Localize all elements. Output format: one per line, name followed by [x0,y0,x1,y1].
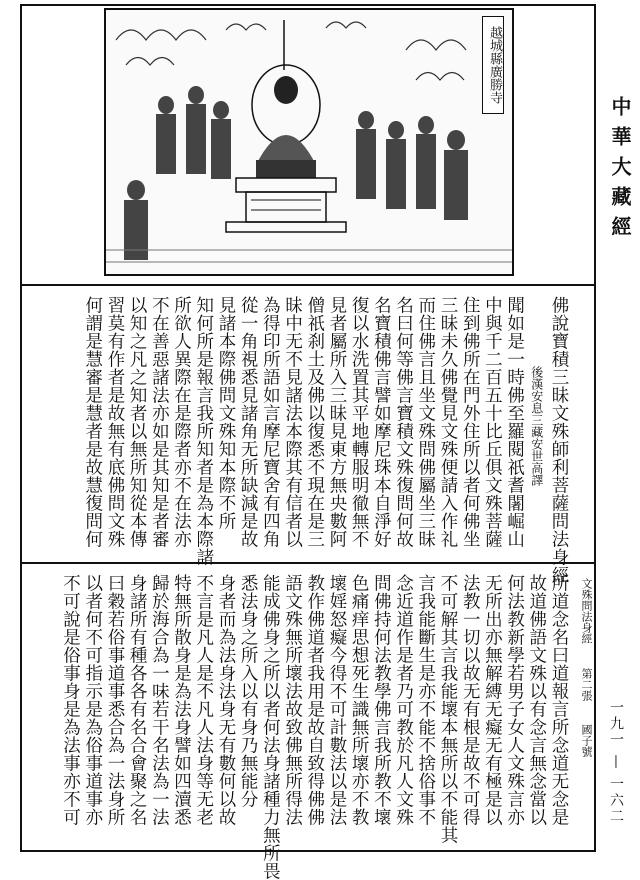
text-line: 何法教新學若男子女人文殊言亦 [504,574,525,826]
text-line: 念近道作是者乃可教於凡人文殊 [393,574,414,826]
text-line: 知何所是報言我所知者是為本際諸 [193,296,214,566]
text-line: 中與千二百五十比丘俱文殊菩薩 [482,296,503,548]
divider-middle [20,562,596,564]
lower-text-block [30,574,570,880]
text-line: 法教一切以故无有根是故不可得 [460,574,481,826]
text-line: 身者而為法身法身无有數何以故 [215,574,236,826]
text-line: 不言是凡人是不凡人法身等无老 [193,574,214,826]
divider-top [20,284,596,286]
buddha-assembly-drawing [106,10,512,274]
text-line: 名寶積佛言譬如摩尼珠本自淨好 [371,296,392,548]
text-line: 壞婬怒癡今得不可計數法以是法 [326,574,347,826]
text-line: 身諸所有種各各有名合會聚之名 [127,574,148,826]
text-line: 為得印所語如言摩尼寶舍有四角 [260,296,281,548]
sutra-title: 佛說寶積三昧文殊師利菩薩問法身經 [549,296,569,584]
text-line: 聞如是一時佛至羅閱祇耆闍崛山 [504,296,525,548]
text-line: 所道念名曰道報言所念道无念是 [549,574,569,826]
collection-title: 中華大藏經 [608,96,632,246]
text-line: 昧中无不見諸法本際其有信者以 [282,296,303,548]
text-line: 色痛痒思想死生識無所壞亦不教 [349,574,370,826]
text-line: 曰穀若俗事道事悉合為一法身所 [104,574,125,826]
lower-header [578,578,594,757]
text-line: 僧祇刹土及佛以復悉不現在是三 [304,296,325,548]
frontispiece-illustration [104,8,514,276]
text-line: 從一角視悉見諸角无所缺減是故 [238,296,259,548]
header-sutra-name: 文殊問法身經 [580,578,593,644]
text-line: 特無所散身是為法身譬如四瀆悉 [171,574,192,826]
text-line: 能成佛身之所以者何法身諸種力無所畏 [260,574,281,880]
text-line: 不可說是俗事身是為法事亦不可 [60,574,81,826]
text-line: 悉法身之所入以有身乃無能分 [238,574,259,808]
text-line: 以者何不可指示是為俗事道事亦 [82,574,103,826]
text-line: 復以水洗置其平地轉服明徹無不 [349,296,370,548]
text-line: 不可解其言我能壞本無所以不能其 [437,574,458,844]
text-line: 語文殊無所壞法故致佛無所得法 [282,574,303,826]
text-line: 不在善惡諸法亦如是其知是者審 [149,296,170,548]
text-line: 无所出亦無解縛无癡无有極是以 [482,574,503,826]
text-line: 名曰何等佛言寶積文殊復問何故 [393,296,414,548]
text-line: 所欲人異際在是際者亦不在法亦 [171,296,192,548]
text-line: 故道佛語文殊以有念言無念當以 [526,574,547,826]
temple-label: 越城縣廣勝寺 [482,16,504,114]
header-sheet: 第二張 [580,667,593,701]
translator-line: 後漢安息三藏安世高譯 [529,366,544,486]
text-line: 三昧未久佛覺見文殊便請入作礼 [437,296,458,548]
text-line: 習莫有作者是故無有底佛問文殊 [104,296,125,548]
text-line: 問佛持何法教學佛言我所教不壞 [371,574,392,826]
text-line: 言我能斷生是亦不能不捨俗事不 [415,574,436,826]
text-line: 歸於海合為一味若干名法為一法 [149,574,170,826]
text-line: 何謂是慧審是慧者是故慧復問何 [82,296,103,548]
text-line: 見諸本際佛問文殊知本際不所 [215,296,236,530]
header-code: 國子號 [580,724,593,757]
text-line: 見者屬所入三昧見東方無央數阿 [326,296,347,548]
text-line: 住到佛所在門外住所以者何佛坐 [460,296,481,548]
page-number: 一九一 — 一六二 [608,700,624,825]
text-line: 以知之凡之知者以無所知從本傳 [127,296,148,548]
text-line: 教作佛道者我用是故自致得佛佛 [304,574,325,826]
upper-text-block [30,296,570,584]
text-line: 而住佛言且坐文殊問佛屬坐三昧 [415,296,436,548]
